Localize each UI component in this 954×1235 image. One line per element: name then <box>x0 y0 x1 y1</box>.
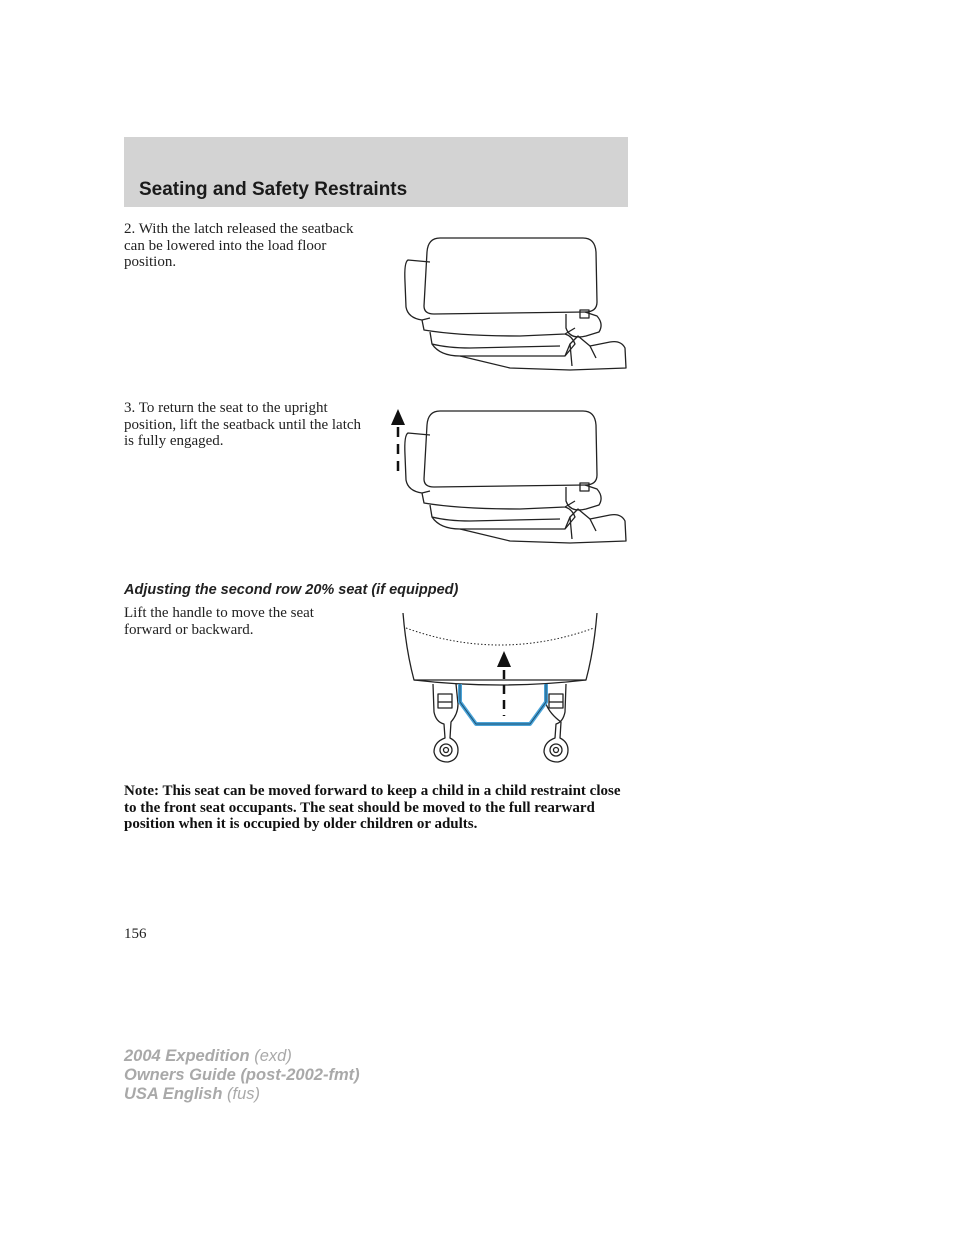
section-header-band <box>124 137 628 207</box>
footer-model: 2004 Expedition <box>124 1047 250 1065</box>
seat-upright-illustration <box>385 405 630 555</box>
step-3-text: 3. To return the seat to the upright position, lift the seatback until the latch is fully engaged. <box>124 400 362 449</box>
footer-guide: Owners Guide (post-2002-fmt) <box>124 1066 360 1084</box>
footer-language: USA English <box>124 1085 223 1103</box>
section-title: Seating and Safety Restraints <box>139 179 408 200</box>
safety-note: Note: This seat can be moved forward to keep a child in a child restraint close to the front seat occupants. The seat should be moved to the full rearward position when it is occupied by older children or adults. <box>124 783 621 832</box>
section-text: Lift the handle to move the seat forward or backward. <box>124 605 314 638</box>
lift-arrow-icon <box>497 651 511 716</box>
document-footer <box>124 1047 360 1104</box>
step-2-text: 2. With the latch released the seatback can be lowered into the load floor position. <box>124 221 354 270</box>
footer-language-code: (fus) <box>227 1085 260 1103</box>
footer-model-code: (exd) <box>254 1047 292 1065</box>
lift-arrow-icon <box>391 409 405 475</box>
seat-handle-illustration <box>400 610 600 765</box>
section-heading: Adjusting the second row 20% seat (if equipped) <box>124 582 459 598</box>
seat-lowered-illustration <box>400 232 630 377</box>
page-number: 156 <box>124 926 147 942</box>
